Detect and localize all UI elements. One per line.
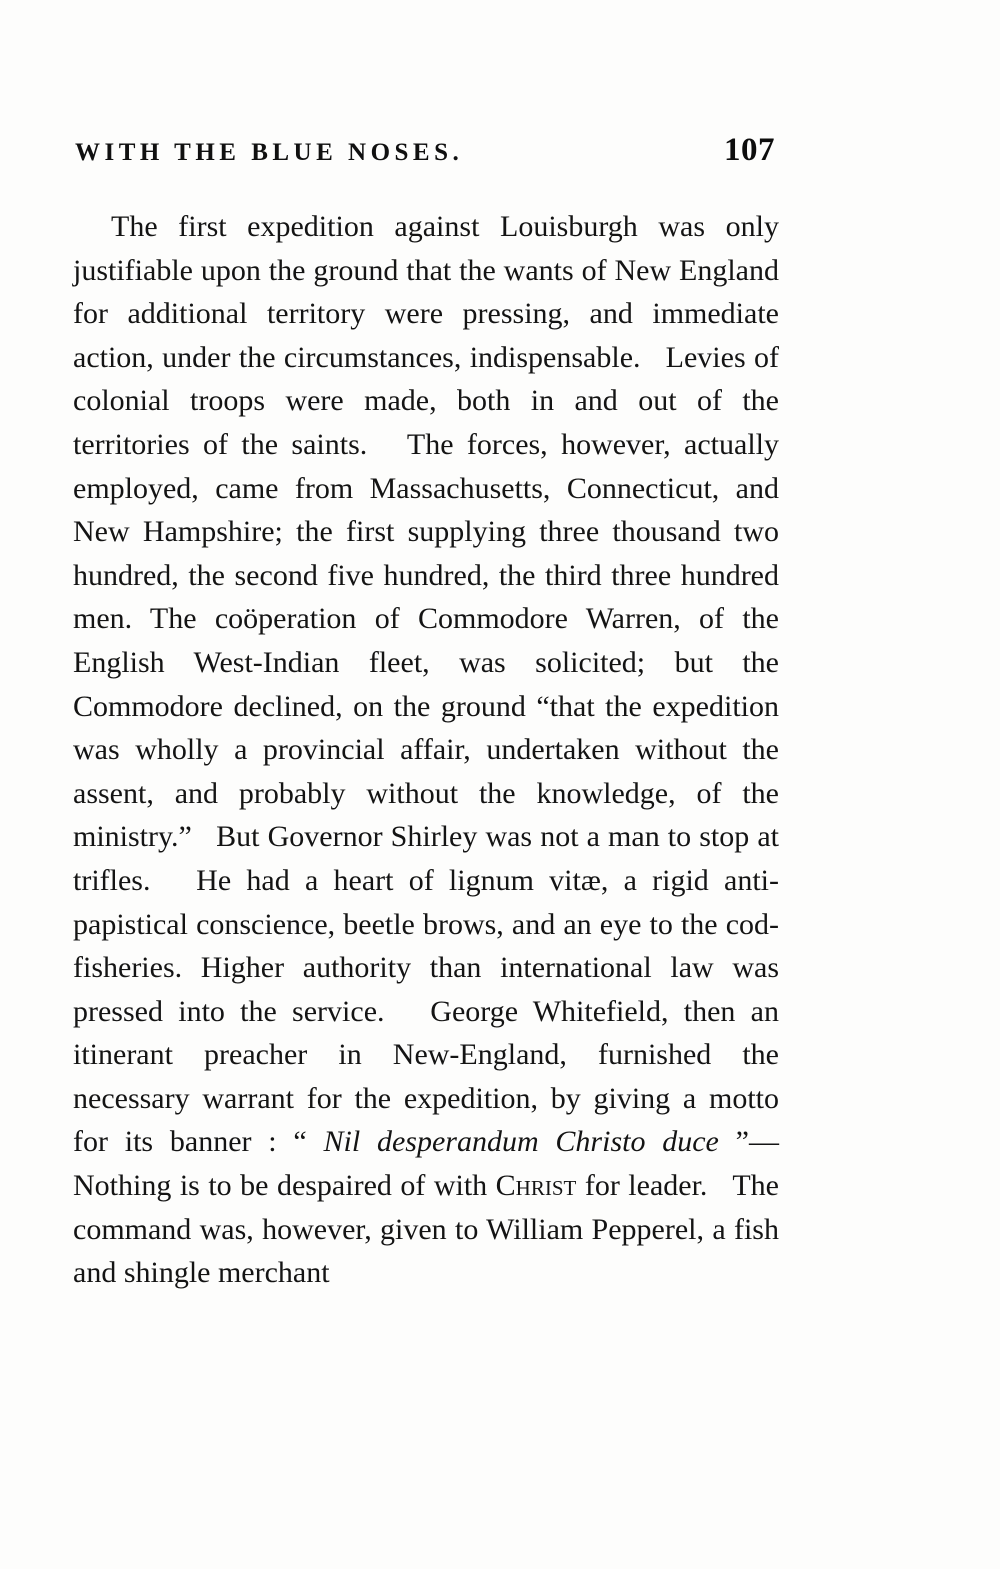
running-head-title: WITH THE BLUE NOSES. bbox=[75, 139, 464, 166]
body-text bbox=[73, 205, 779, 1295]
running-head bbox=[75, 132, 775, 169]
paragraph: The first expedition against Louisburgh was only justifiable upon the ground that the wants of New England for additional territory were pressing, and immediate action, under the circumstances, indispensable. Levies of colonial troops were made, both in and out of the territories of the saints. The forces, however, actually employed, came from Massachusetts, Connecticut, and New Hampshire; the first supplying three thousand two hundred, the second five hundred, the third three hundred men. The coöperation of Commodore Warren, of the English West-Indian fleet, was solicited; but the Commodore declined, on the ground “that the expedition was wholly a provincial affair, undertaken without the assent, and probably without the knowledge, of the ministry.” But Governor Shirley was not a man to stop at trifles. He had a heart of lignum vitæ, a rigid anti-papistical conscience, beetle brows, and an eye to the cod-fisheries. Higher authority than international law was pressed into the service. George Whitefield, then an itinerant preacher in New-England, furnished the necessary warrant for the expedition, by giving a motto for its banner : “ Nil desperandum Christo duce ”—Nothing is to be despaired of with Christ for leader. The command was, however, given to William Pepperel, a fish and shingle merchant bbox=[73, 210, 779, 1290]
page-number: 107 bbox=[724, 132, 775, 168]
